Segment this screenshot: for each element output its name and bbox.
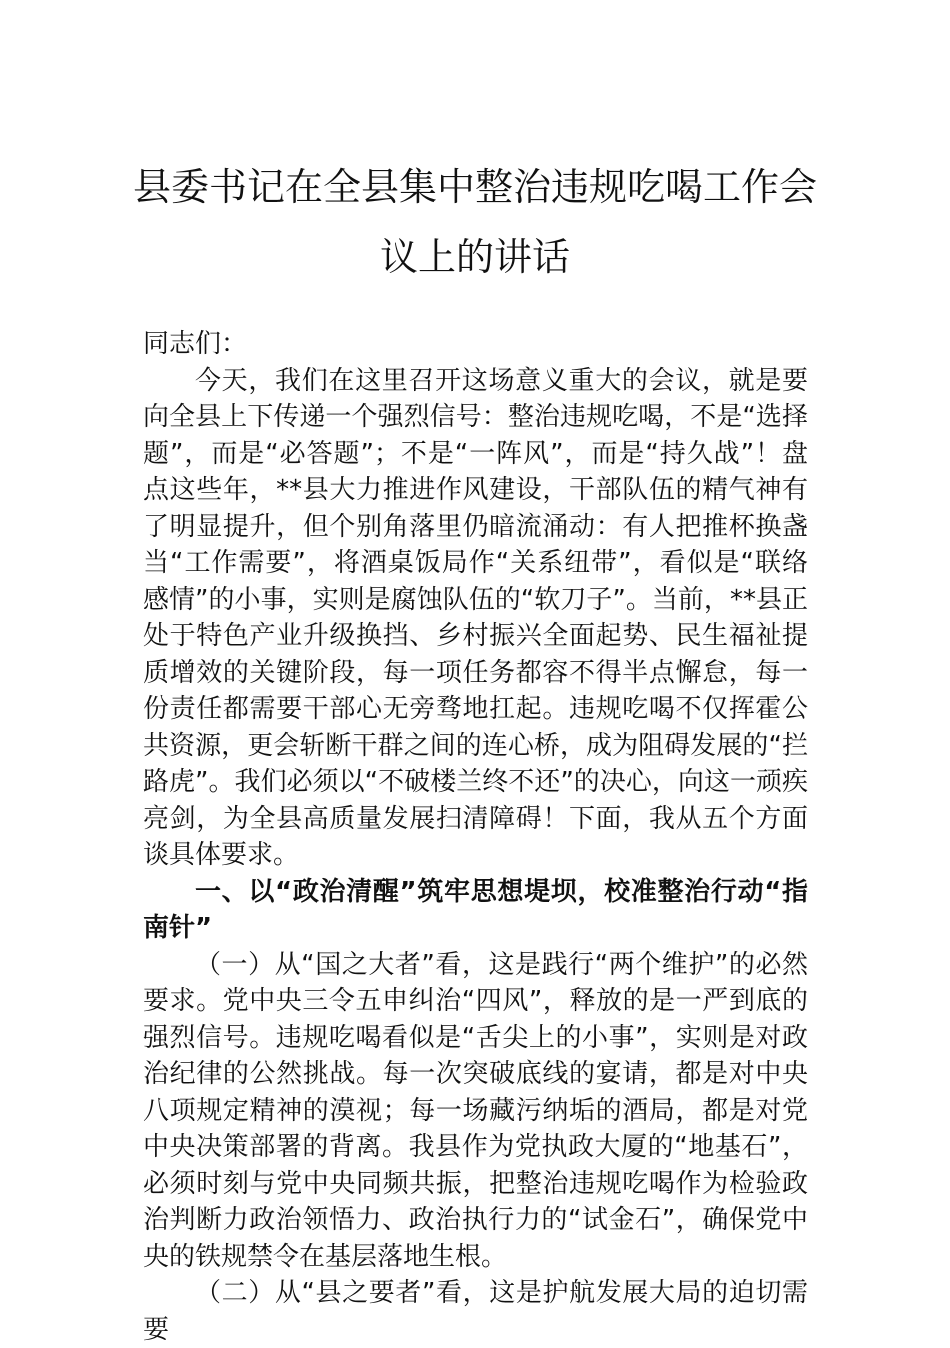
intro-paragraph: 今天，我们在这里召开这场意义重大的会议，就是要向全县上下传递一个强烈信号：整治违规吃喝，不是“选择题”，而是“必答题”；不是“一阵风”，而是“持久战”！盘点这些年，**县大力推进作风建设，干部队伍的精气神有了明显提升，但个别角落里仍暗流涌动：有人把推杯换盏当“工作需要”，将酒桌饭局作“关系纽带”，看似是“联络感情”的小事，实则是腐蚀队伍的“软刀子”。当前，**县正处于特色产业升级换挡、乡村振兴全面起势、民生福祉提质增效的关键阶段，每一项任务都容不得半点懈怠，每一份责任都需要干部心无旁骛地扛起。违规吃喝不仅挥霍公共资源，更会斩断干群之间的连心桥，成为阻碍发展的“拦路虎”。我们必须以“不破楼兰终不还”的决心，向这一顽疾亮剑，为全县高质量发展扫清障碍！下面，我从五个方面谈具体要求。 [143, 365, 808, 870]
section-1-heading: 一、以“政治清醒”筑牢思想堤坝，校准整治行动“指南针” [143, 876, 808, 943]
section-1-paragraph-1: （一）从“国之大者”看，这是践行“两个维护”的必然要求。党中央三令五申纠治“四风”，释放的是一严到底的强烈信号。违规吃喝看似是“舌尖上的小事”，实则是对政治纪律的公然挑战。每一次突破底线的宴请，都是对中央八项规定精神的漠视；每一场藏污纳垢的酒局，都是对党中央决策部署的背离。我县作为党执政大厦的“地基石”，必须时刻与党中央同频共振，把整治违规吃喝作为检验政治判断力政治领悟力、政治执行力的“试金石”，确保党中央的铁规禁令在基层落地生根。 [143, 949, 808, 1272]
section-1-paragraph-2: （二）从“县之要者”看，这是护航发展大局的迫切需要 [143, 1278, 808, 1345]
document-title-line-1: 县委书记在全县集中整治违规吃喝工作会 [132, 165, 817, 209]
salutation: 同志们： [143, 329, 248, 359]
document-title-line-2: 议上的讲话 [379, 235, 570, 279]
document-body [143, 326, 808, 1348]
